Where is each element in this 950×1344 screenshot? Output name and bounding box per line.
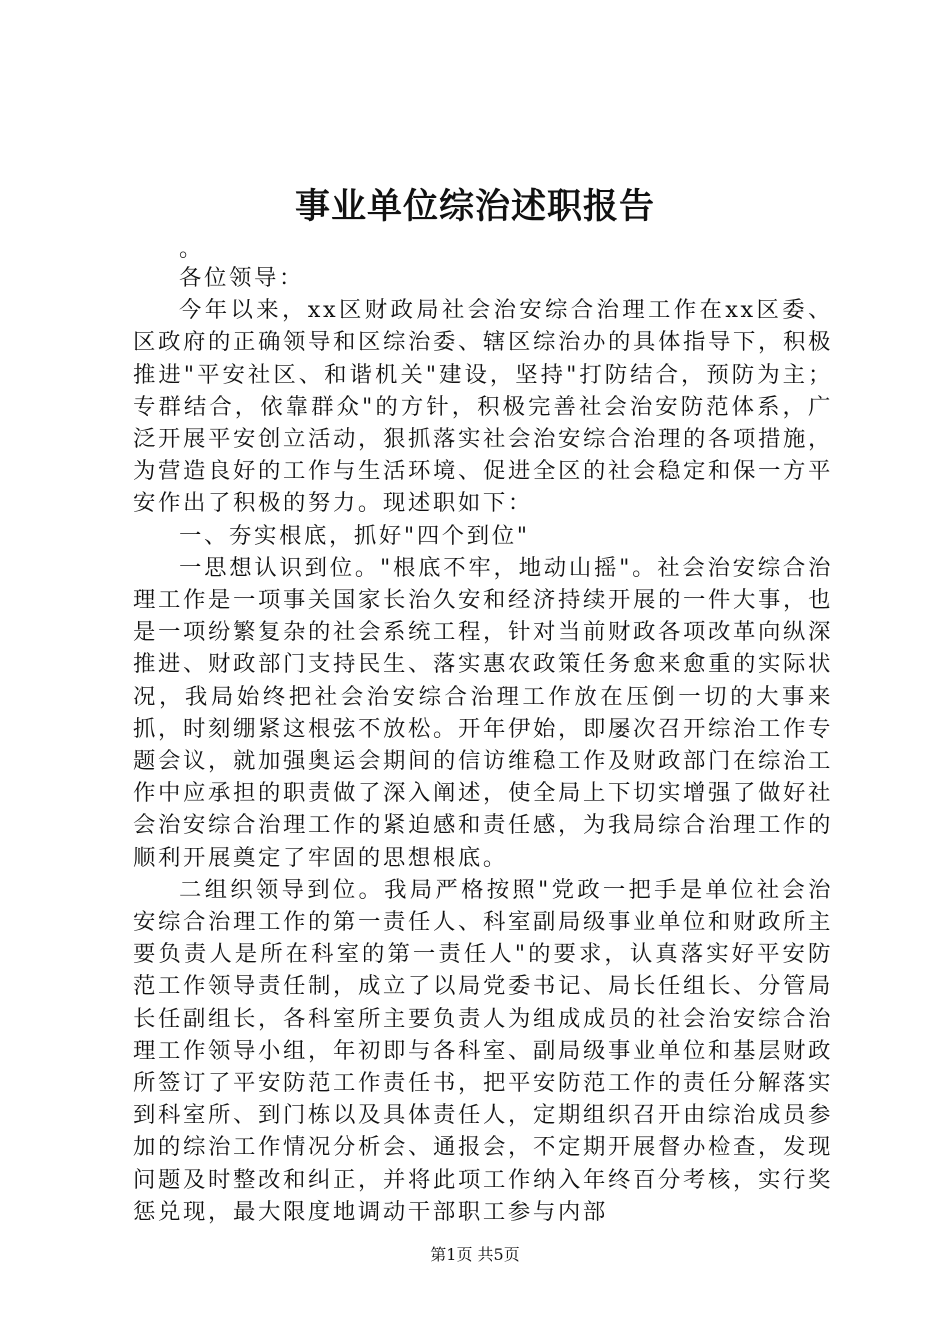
paragraph-salutation: 各位领导：: [179, 265, 304, 291]
page-footer: 第1页 共5页: [430, 1245, 520, 1264]
document-body: [133, 236, 833, 1228]
paragraph-intro: 今年以来，xx区财政局社会治安综合治理工作在xx区委、区政府的正确领导和区综治委、辖区综治办的具体指导下，积极推进"平安社区、和谐机关"建设，坚持"打防结合，预防为主；专群结合，依靠群众"的方针，积极完善社会治安防范体系，广泛开展平安创立活动，狠抓落实社会治安综合治理的各项措施，为营造良好的工作与生活环境、促进全区的社会稳定和保一方平安作出了积极的努力。现述职如下：: [133, 297, 833, 517]
paragraph-section-heading: 一、夯实根底，抓好"四个到位": [179, 522, 530, 549]
paragraph-dot: 。: [179, 236, 204, 262]
paragraph-thought: 一思想认识到位。"根底不牢，地动山摇"。社会治安综合治理工作是一项事关国家长治久安和经济持续开展的一件大事，也是一项纷繁复杂的社会系统工程，针对当前财政各项改革向纵深推进、财政部门支持民生、落实惠农政策任务愈来愈重的实际状况，我局始终把社会治安综合治理工作放在压倒一切的大事来抓，时刻绷紧这根弦不放松。开年伊始，即屡次召开综治工作专题会议，就加强奥运会期间的信访维稳工作及财政部门在综治工作中应承担的职责做了深入阐述，使全局上下切实增强了做好社会治安综合治理工作的紧迫感和责任感，为我局综合治理工作的顺利开展奠定了牢固的思想根底。: [133, 554, 833, 871]
document-title: 事业单位综治述职报告: [294, 186, 655, 227]
paragraph-organization: 二组织领导到位。我局严格按照"党政一把手是单位社会治安综合治理工作的第一责任人、科室副局级事业单位和财政所主要负责人是所在科室的第一责任人"的要求，认真落实好平安防范工作领导责任制，成立了以局党委书记、局长任组长、分管局长任副组长，各科室所主要负责人为组成成员的社会治安综合治理工作领导小组，年初即与各科室、副局级事业单位和基层财政所签订了平安防范工作责任书，把平安防范工作的责任分解落实到科室所、到门栋以及具体责任人，定期组织召开由综治成员参加的综治工作情况分析会、通报会，不定期开展督办检查，发现问题及时整改和纠正，并将此项工作纳入年终百分考核，实行奖惩兑现，最大限度地调动干部职工参与内部: [133, 876, 833, 1225]
